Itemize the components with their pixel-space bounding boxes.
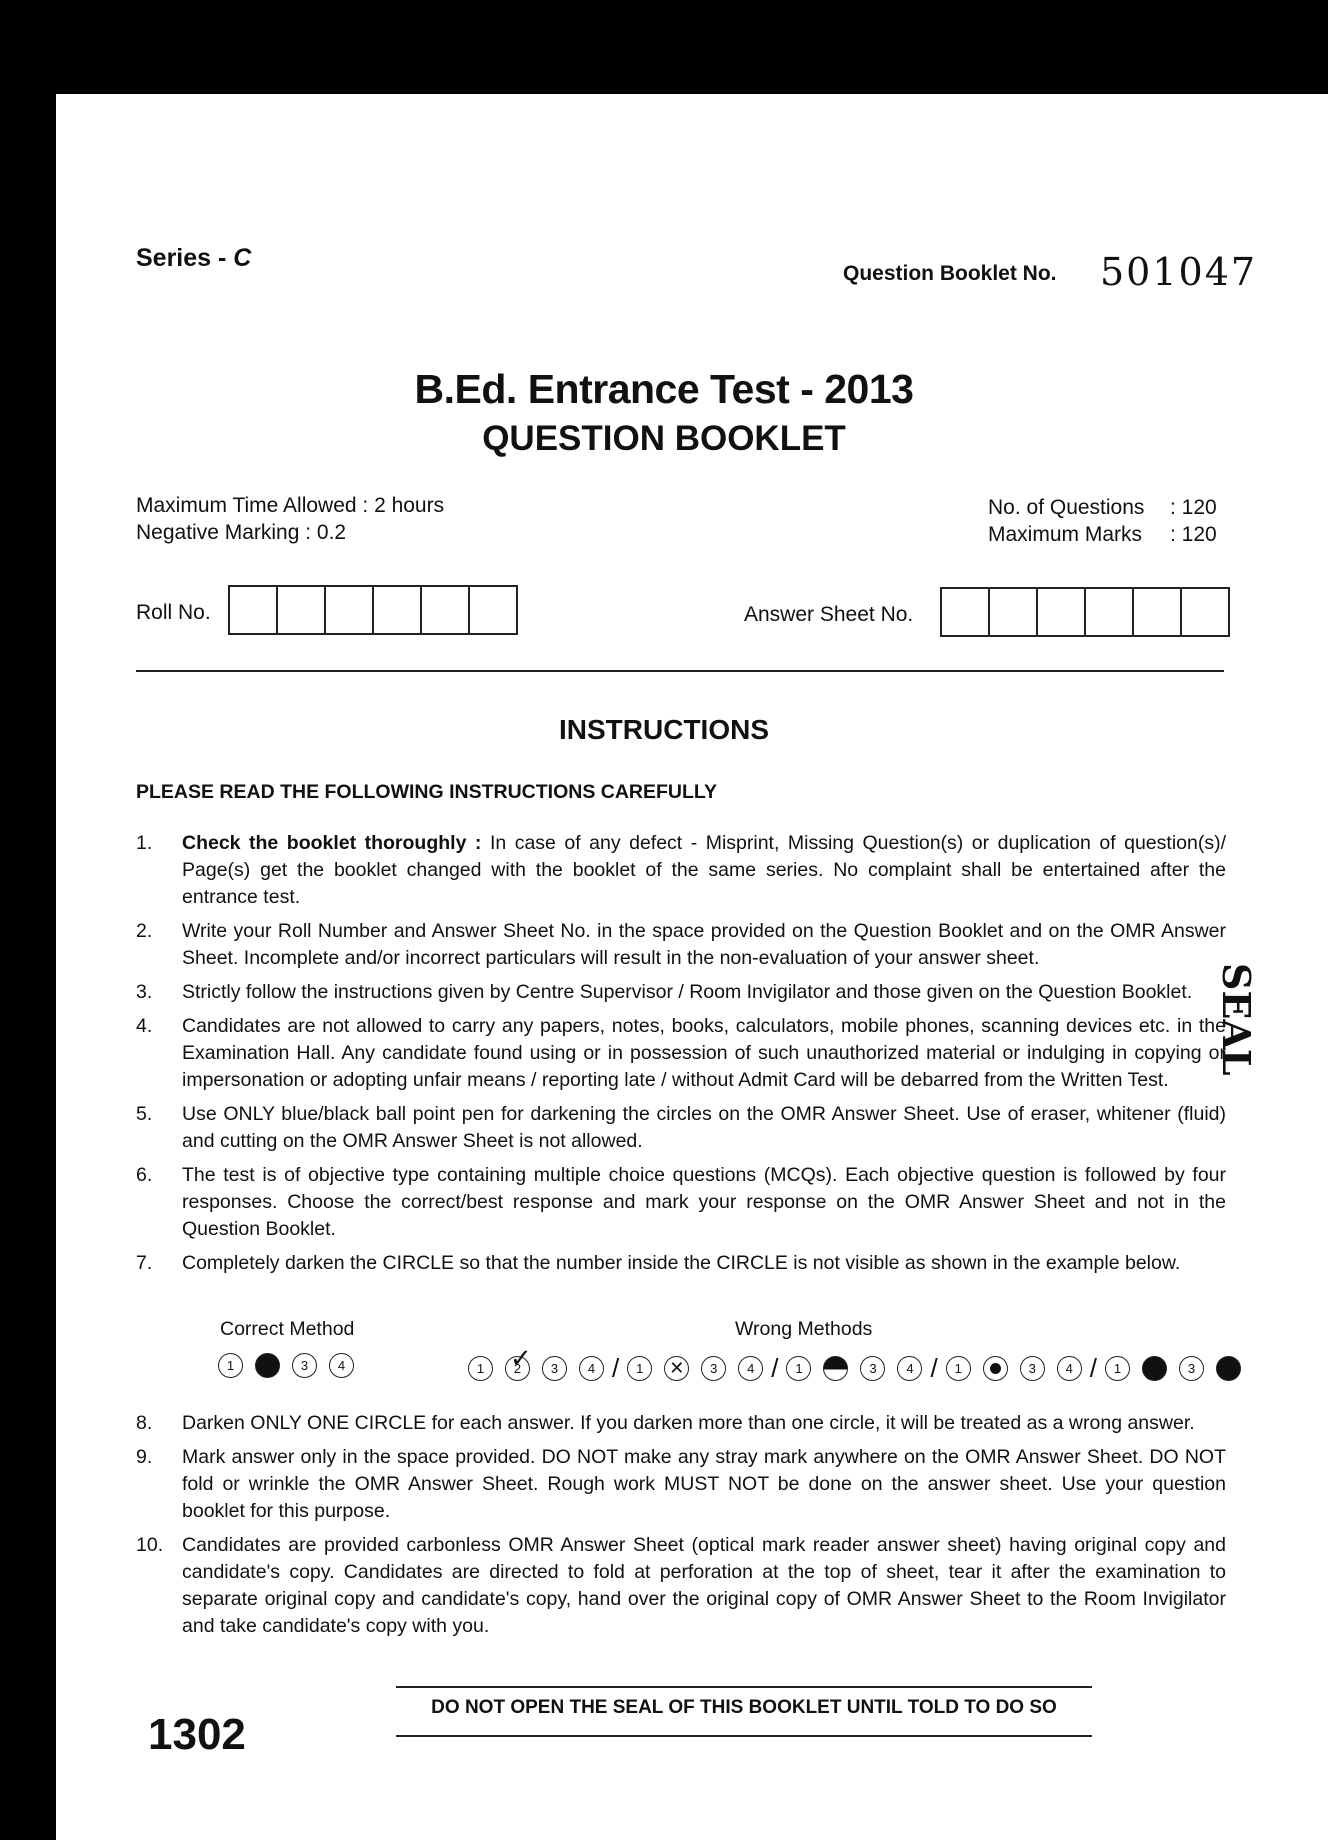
footer-rule-top — [396, 1686, 1092, 1688]
correct-method-label: Correct Method — [220, 1318, 355, 1340]
exam-meta-right — [988, 494, 1217, 548]
bubble: 3 — [292, 1353, 317, 1378]
exam-meta-left — [136, 492, 444, 546]
separator: / — [930, 1353, 938, 1383]
instruction-item: 10. Candidates are provided carbonless OMR Answer Sheet (optical mark reader answer sheet) having original copy and candidate's copy. Candidates are directed to fold at perforation at the top of sheet, tear it after the examination to separate original copy and candidate's copy, hand over the original copy of OMR Answer Sheet to the Room Invigilator and take candidate's copy with you. — [136, 1534, 1226, 1637]
divider — [136, 670, 1224, 672]
series-value: C — [233, 244, 252, 272]
instructions-heading: INSTRUCTIONS — [559, 714, 769, 745]
bubble: 3 — [542, 1356, 567, 1381]
booklet-number-label: Question Booklet No. — [843, 262, 1057, 285]
instruction-item: 2. Write your Roll Number and Answer Sheet No. in the space provided on the Question Booklet and on the OMR Answer Sheet. Incomplete and/or incorrect particulars will result in the non-evaluation of your answer sheet. — [136, 920, 1226, 969]
bubble-crossed — [664, 1356, 689, 1381]
instruction-item: 5. Use ONLY blue/black ball point pen for darkening the circles on the OMR Answer Sheet. Use of eraser, whitener (fluid) and cutting on the OMR Answer Sheet is not allowed. — [136, 1103, 1226, 1152]
bubble-filled: 2 — [255, 1353, 280, 1378]
instruction-item: 1. Check the booklet thoroughly : In case of any defect - Misprint, Missing Question(s) or duplication of question(s)/ Page(s) get the booklet changed with the booklet of the same series. No complaint shall be entertained after the entrance test. — [136, 832, 1227, 908]
bubble-half-filled — [823, 1356, 848, 1381]
instruction-item: 8. Darken ONLY ONE CIRCLE for each answer. If you darken more than one circle, it will be treated as a wrong answer. — [136, 1412, 1195, 1434]
page-subtitle: QUESTION BOOKLET — [482, 419, 846, 458]
bubble: 1 — [1105, 1356, 1130, 1381]
series-label: Series - C — [136, 244, 252, 272]
correct-method-example — [218, 1353, 366, 1378]
seal-label: SEAL — [1214, 963, 1259, 1076]
max-time: Maximum Time Allowed : 2 hours — [136, 494, 445, 517]
bubble: 3 — [1020, 1356, 1045, 1381]
separator: / — [771, 1353, 779, 1383]
bubble: 4 — [1057, 1356, 1082, 1381]
answer-sheet-label: Answer Sheet No. — [744, 603, 914, 626]
seal-warning: DO NOT OPEN THE SEAL OF THIS BOOKLET UNTIL TOLD TO DO SO — [431, 1697, 1057, 1718]
bubble-dotted — [983, 1356, 1008, 1381]
booklet-number: 501047 — [1100, 250, 1258, 294]
read-carefully: PLEASE READ THE FOLLOWING INSTRUCTIONS CAREFULLY — [136, 781, 718, 803]
separator: / — [612, 1353, 620, 1383]
wrong-methods-example — [468, 1353, 1253, 1384]
separator: / — [1089, 1353, 1097, 1383]
instruction-item: 6. The test is of objective type containing multiple choice questions (MCQs). Each objective question is followed by four responses. Choose the correct/best response and mark your response on the OMR Answer Sheet and not in the Question Booklet. — [136, 1164, 1226, 1240]
bubble: 3 — [701, 1356, 726, 1381]
negative-marking: Negative Marking : 0.2 — [136, 521, 347, 544]
bubble: 3 — [1179, 1356, 1204, 1381]
bubble: 1 — [627, 1356, 652, 1381]
bubble: 4 — [897, 1356, 922, 1381]
bubble: 1 — [218, 1353, 243, 1378]
roll-number-label: Roll No. — [136, 601, 211, 624]
footer-rule-bottom — [396, 1735, 1092, 1737]
marks-value: : 120 — [1170, 523, 1217, 546]
roll-number-boxes[interactable] — [228, 585, 518, 635]
instruction-item: 9. Mark answer only in the space provided. DO NOT make any stray mark anywhere on the OMR Answer Sheet. DO NOT fold or wrinkle the OMR Answer Sheet. Rough work MUST NOT be done on the answer sheet. Use your question booklet for this purpose. — [136, 1446, 1226, 1522]
bubble: 3 — [860, 1356, 885, 1381]
bubble: 4 — [579, 1356, 604, 1381]
instruction-list — [136, 830, 1226, 1284]
questions-value: : 120 — [1170, 496, 1217, 519]
page-title: B.Ed. Entrance Test - 2013 — [414, 366, 914, 412]
bubble-filled — [1142, 1356, 1167, 1381]
instruction-list-continued — [136, 1410, 1226, 1647]
bubble-filled — [1216, 1356, 1241, 1381]
wrong-methods-label: Wrong Methods — [735, 1318, 873, 1340]
bubble: 1 — [786, 1356, 811, 1381]
bubble: 4 — [329, 1353, 354, 1378]
bubble: 1 — [946, 1356, 971, 1381]
questions-label: No. of Questions — [988, 496, 1145, 519]
booklet-code: 1302 — [148, 1710, 246, 1759]
marks-label: Maximum Marks — [988, 523, 1143, 546]
instruction-item: 3. Strictly follow the instructions given by Centre Supervisor / Room Invigilator and those given on the Question Booklet. — [136, 981, 1193, 1003]
instruction-item: 4. Candidates are not allowed to carry any papers, notes, books, calculators, mobile phones, scanning devices etc. in the Examination Hall. Any candidate found using or in possession of such unauthorized material or indulging in copying or impersonation or adopting unfair means / reporting late / without Admit Card will be debarred from the Written Test. — [136, 1015, 1226, 1091]
instruction-item: 7. Completely darken the CIRCLE so that the number inside the CIRCLE is not visible as shown in the example below. — [136, 1252, 1181, 1274]
seal-tab — [1268, 910, 1328, 1060]
bubble-ticked: 2 ✓ — [505, 1356, 530, 1381]
answer-sheet-boxes[interactable] — [940, 587, 1230, 637]
bubble: 1 — [468, 1356, 493, 1381]
bubble: 4 — [738, 1356, 763, 1381]
